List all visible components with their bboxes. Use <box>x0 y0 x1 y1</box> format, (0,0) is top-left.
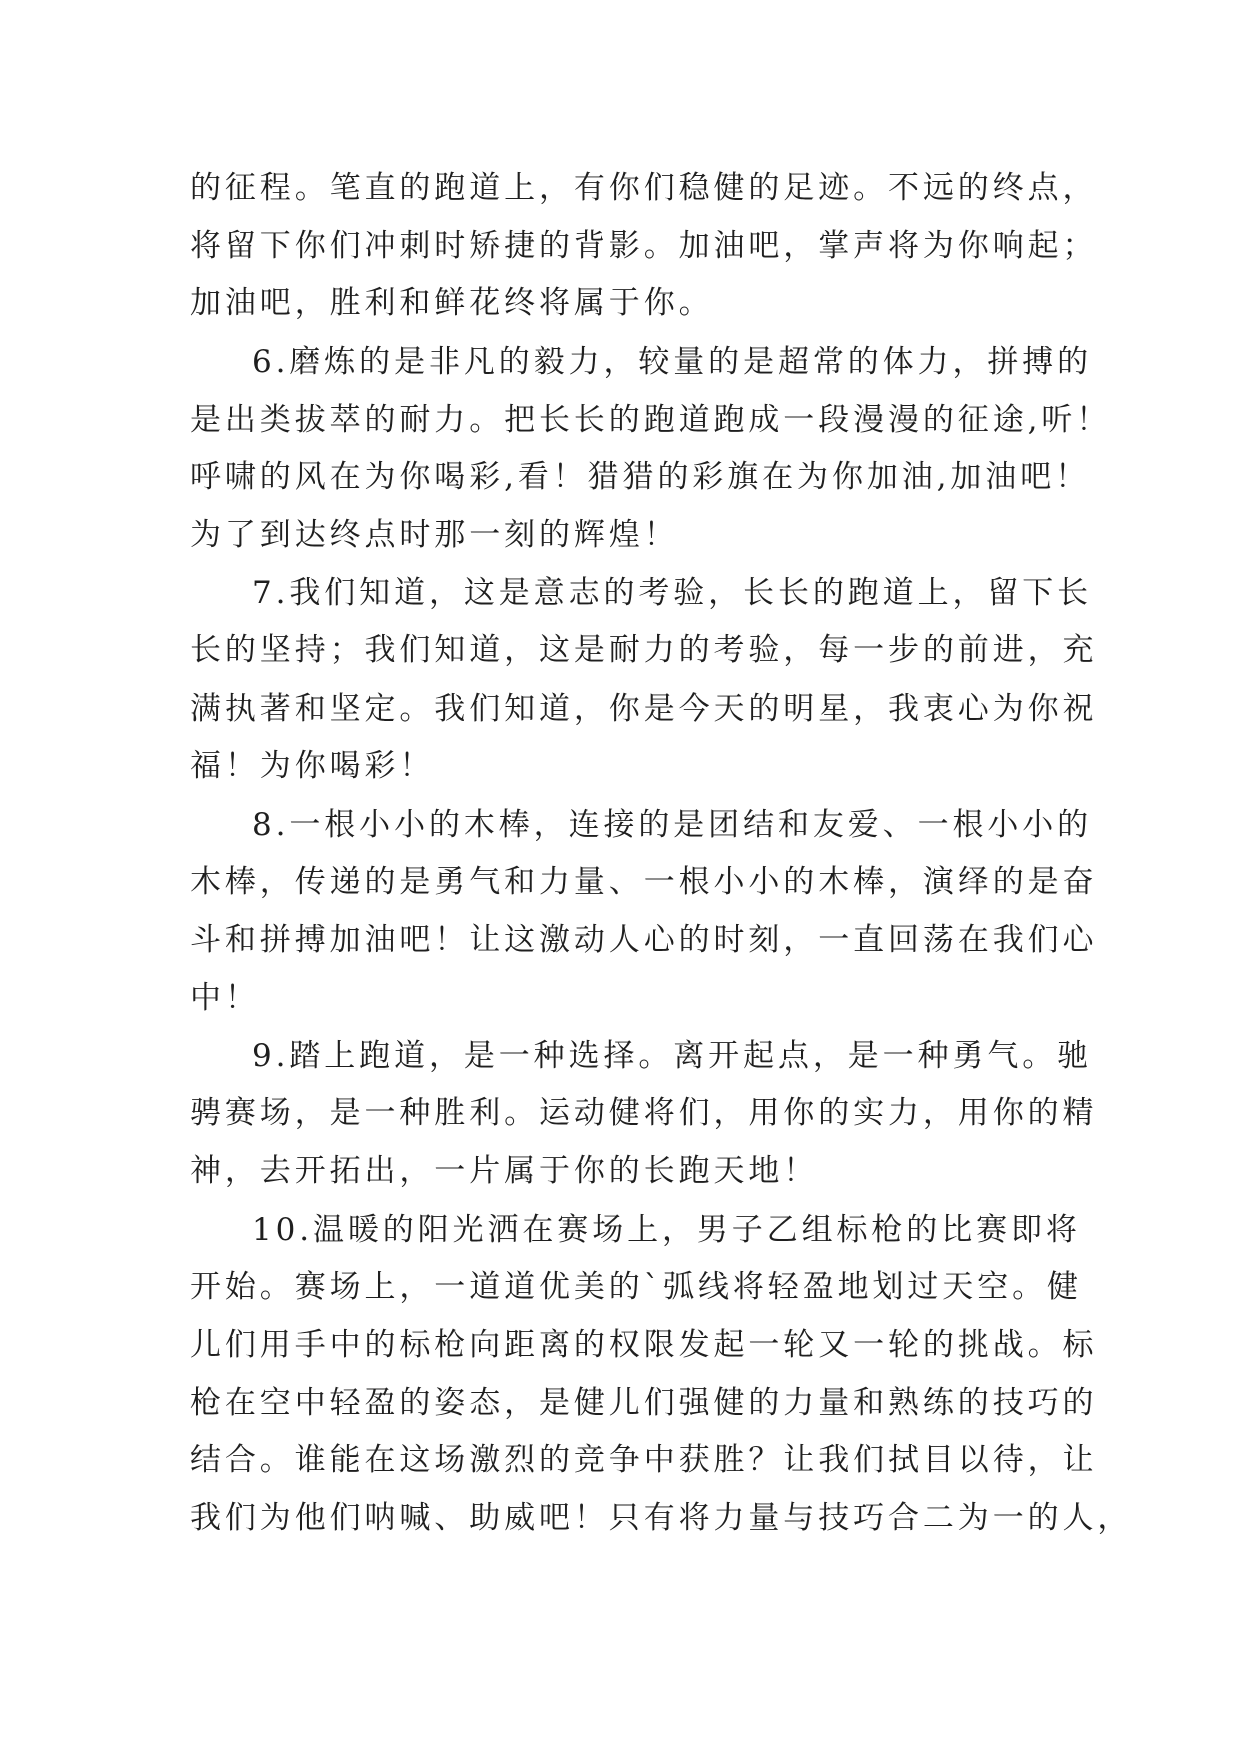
text-line: 是出类拔萃的耐力。把长长的跑道跑成一段漫漫的征途,听！ <box>190 402 1112 438</box>
text-line: 儿们用手中的标枪向距离的权限发起一轮又一轮的挑战。标 <box>190 1327 1098 1363</box>
text-line: 中！ <box>190 980 260 1016</box>
text-line: 斗和拼搏加油吧！让这激动人心的时刻，一直回荡在我们心 <box>190 922 1098 958</box>
text-line: 枪在空中轻盈的姿态，是健儿们强健的力量和熟练的技巧的 <box>190 1385 1098 1421</box>
text-line: 木棒，传递的是勇气和力量、一根小小的木棒，演绎的是奋 <box>190 864 1098 900</box>
paragraph-6-first-line: 6.磨炼的是非凡的毅力，较量的是超常的体力，拼搏的 <box>252 344 1093 380</box>
text-line: 我们为他们呐喊、助威吧！只有将力量与技巧合二为一的人， <box>190 1500 1133 1536</box>
text-line: 满执著和坚定。我们知道，你是今天的明星，我衷心为你祝 <box>190 691 1098 727</box>
text-line: 长的坚持；我们知道，这是耐力的考验，每一步的前进，充 <box>190 632 1098 668</box>
text-line: 神，去开拓出，一片属于你的长跑天地！ <box>190 1153 819 1189</box>
paragraph-7-first-line: 7.我们知道，这是意志的考验，长长的跑道上，留下长 <box>252 575 1093 611</box>
text-line: 骋赛场，是一种胜利。运动健将们，用你的实力，用你的精 <box>190 1095 1098 1131</box>
text-line: 将留下你们冲刺时矫捷的背影。加油吧，掌声将为你响起； <box>190 228 1098 264</box>
paragraph-8-first-line: 8.一根小小的木棒，连接的是团结和友爱、一根小小的 <box>252 807 1093 843</box>
text-line: 呼啸的风在为你喝彩,看！猎猎的彩旗在为你加油,加油吧！ <box>190 459 1091 495</box>
text-line: 的征程。笔直的跑道上，有你们稳健的足迹。不远的终点， <box>190 170 1098 206</box>
paragraph-9-first-line: 9.踏上跑道，是一种选择。离开起点，是一种勇气。驰 <box>252 1038 1093 1074</box>
text-line: 加油吧，胜利和鲜花终将属于你。 <box>190 285 714 321</box>
text-line: 结合。谁能在这场激烈的竞争中获胜？让我们拭目以待，让 <box>190 1442 1098 1478</box>
paragraph-10-first-line: 10.温暖的阳光洒在赛场上，男子乙组标枪的比赛即将 <box>252 1212 1081 1248</box>
text-line: 为了到达终点时那一刻的辉煌！ <box>190 517 679 553</box>
text-line: 开始。赛场上，一道道优美的`弧线将轻盈地划过天空。健 <box>190 1269 1082 1305</box>
text-line: 福！为你喝彩！ <box>190 748 435 784</box>
